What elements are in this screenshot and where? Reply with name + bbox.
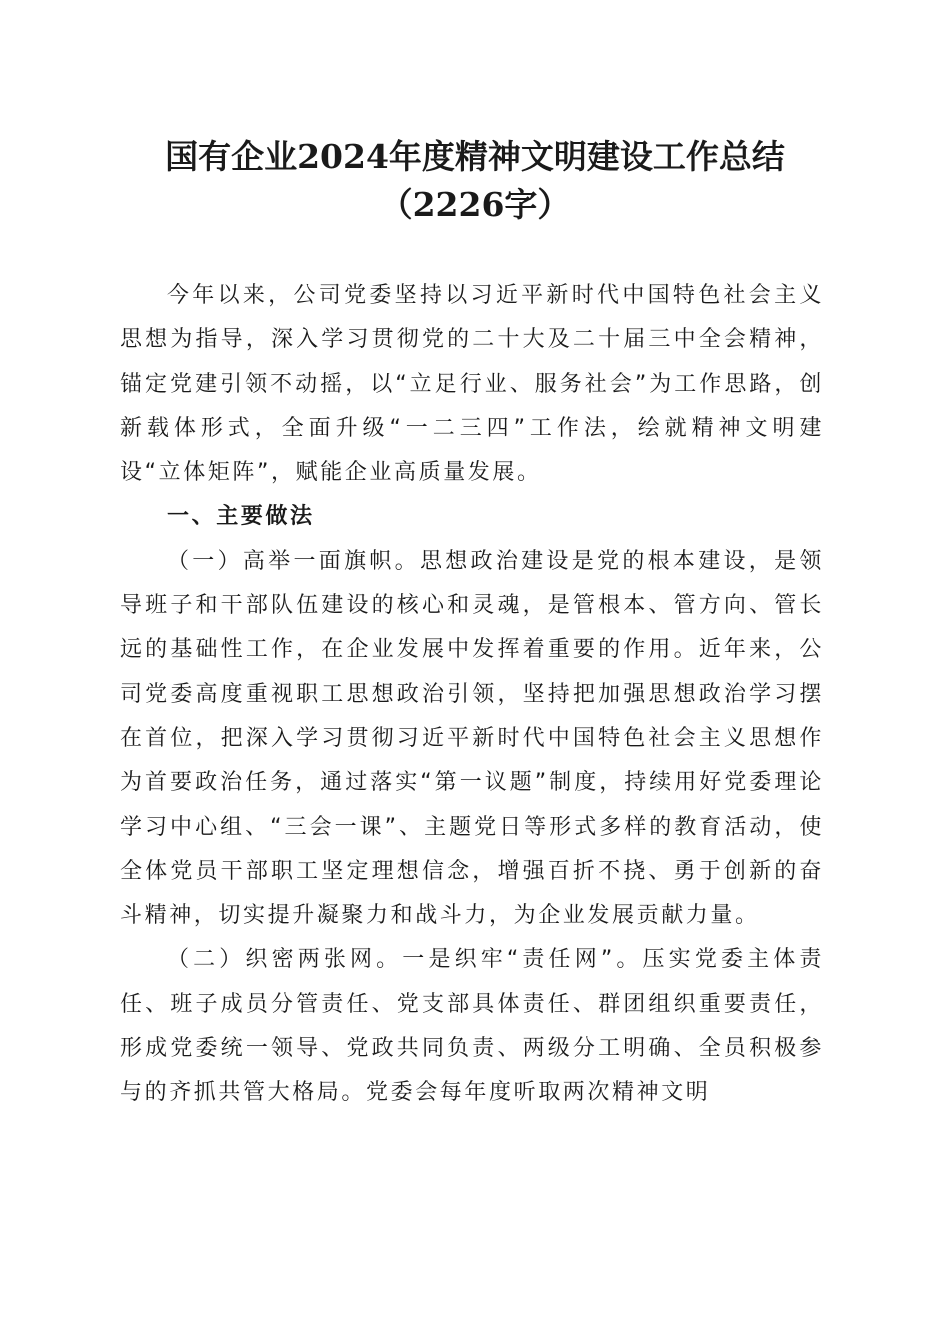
document-word-count: （2226字）	[379, 185, 571, 224]
item-1-text: 思想政治建设是党的根本建设，是领导班子和干部队伍建设的核心和灵魂，是管根本、管方向、管长远的基础性工作，在企业发展中发挥着重要的作用。近年来，公司党委高度重视职工思想政治引领，坚持把加强思想政治学习摆在首位，把深入学习贯彻习近平新时代中国特色社会主义思想作为首要政治任务，通过落实“第一议题”制度，持续用好党委理论学习中心组、“三会一课”、主题党日等形式多样的教育活动，使全体党员干部职工坚定理想信念，增强百折不挠、勇于创新的奋斗精神，切实提升凝聚力和战斗力，为企业发展贡献力量。	[120, 548, 824, 929]
document-title: 国有企业2024年度精神文明建设工作总结	[165, 137, 785, 176]
item-1-paragraph	[120, 540, 824, 939]
item-2-text: 一是织牢“责任网”。压实党委主体责任、班子成员分管责任、党支部具体责任、群团组织重要责任，形成党委统一领导、党政共同负责、两级分工明确、全员积极参与的齐抓共管大格局。党委会每年度听取两次精神文明	[120, 947, 824, 1106]
item-2-lead: （二）织密两张网。	[167, 947, 403, 973]
item-1-lead: （一）高举一面旗帜。	[167, 548, 420, 574]
title-block	[0, 134, 950, 228]
document-body	[120, 274, 824, 1116]
item-2-paragraph	[120, 938, 824, 1115]
intro-paragraph: 今年以来，公司党委坚持以习近平新时代中国特色社会主义思想为指导，深入学习贯彻党的二十大及二十届三中全会精神，锚定党建引领不动摇，以“立足行业、服务社会”为工作思路，创新载体形式，全面升级“一二三四”工作法，绘就精神文明建设“立体矩阵”，赋能企业高质量发展。	[120, 283, 824, 486]
section-heading: 一、主要做法	[167, 504, 315, 530]
